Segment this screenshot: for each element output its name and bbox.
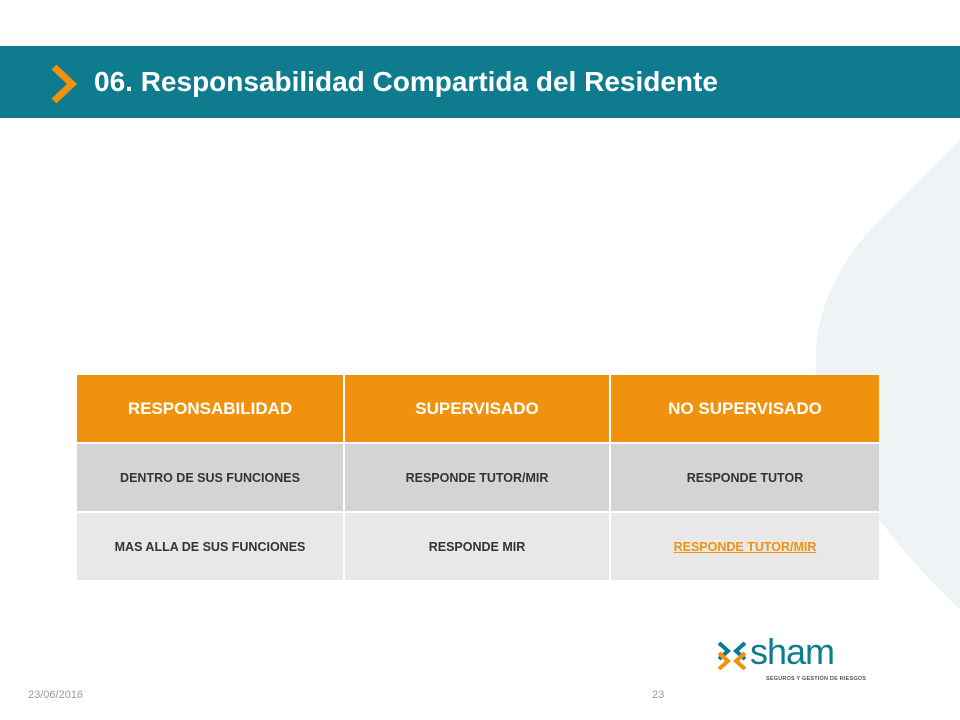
table-row (77, 512, 879, 580)
table-cell: RESPONDE TUTOR (610, 443, 879, 512)
table-header-row (77, 375, 879, 443)
footer-page-number: 23 (652, 689, 665, 701)
table-cell-link-container (610, 512, 879, 580)
table-cell: MAS ALLA DE SUS FUNCIONES (77, 512, 344, 580)
table-row (77, 443, 879, 512)
sham-logo (716, 631, 867, 688)
sham-logo-mark-icon (716, 640, 748, 670)
chevron-right-icon (48, 63, 78, 105)
logo-tagline: SEGUROS Y GESTIÓN DE RIESGOS (766, 676, 867, 682)
table-cell: RESPONDE TUTOR/MIR (344, 443, 610, 512)
table-cell-link[interactable]: RESPONDE TUTOR/MIR (673, 539, 817, 554)
footer-date: 23/06/2016 (28, 689, 84, 701)
responsibility-table (77, 375, 879, 580)
table-cell: DENTRO DE SUS FUNCIONES (77, 443, 344, 512)
responsibility-table-container (77, 375, 879, 580)
logo-wordmark: sham (750, 631, 835, 672)
header-no-supervisado: NO SUPERVISADO (610, 375, 879, 443)
table-cell: RESPONDE MIR (344, 512, 610, 580)
header-responsabilidad: RESPONSABILIDAD (77, 375, 344, 443)
header-supervisado: SUPERVISADO (344, 375, 610, 443)
slide-title: 06. Responsabilidad Compartida del Residente (94, 66, 718, 97)
